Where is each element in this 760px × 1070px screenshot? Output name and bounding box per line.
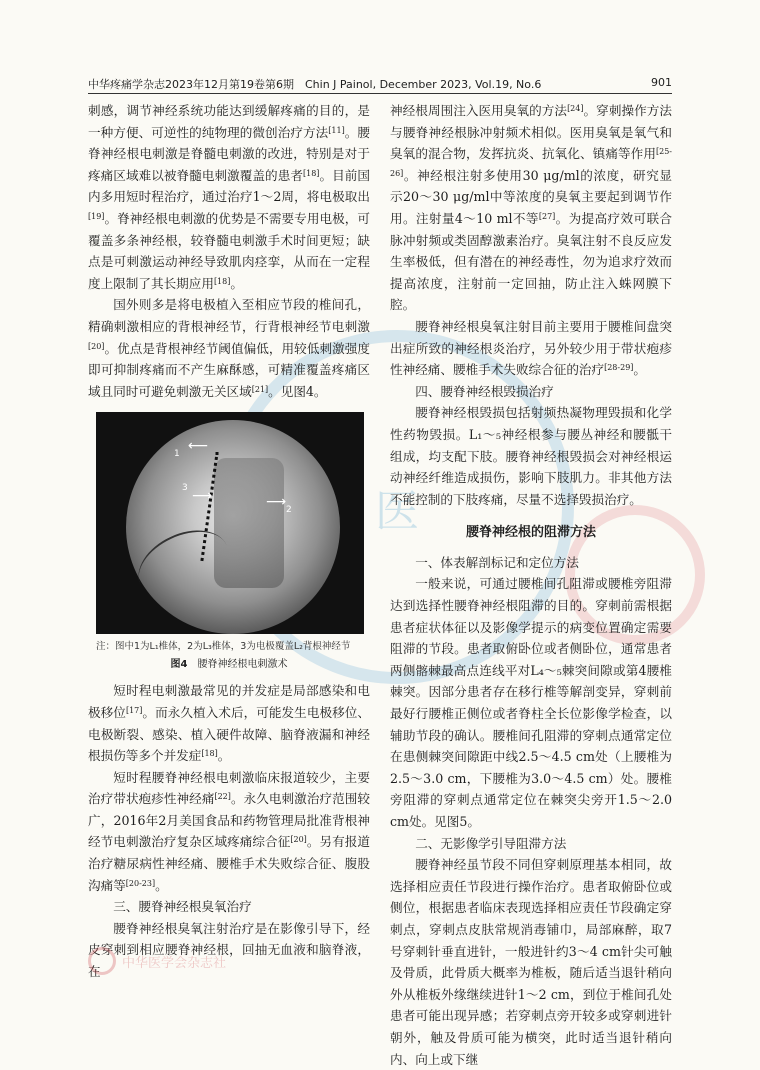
arrow-icon: ⟵ [188,438,209,455]
left-column [88,100,370,983]
paragraph: 刺感，调节神经系统功能达到缓解疼痛的目的，是一种方便、可逆性的纯物理的微创治疗方法[11]。腰脊神经根电刺激是脊髓电刺激的改进，特别是对于疼痛区域难以被脊髓电刺激覆盖的患者[18]。目前国内多用短时程治疗，通过治疗1～2周，将电极取出[19]。脊神经根电刺激的优势是不需要专用电极，可覆盖多条神经根，较脊髓电刺激手术时间更短；缺点是可刺激运动神经导致肌肉痉挛，从而在一定程度上限制了其长期应用[18]。 [88,103,371,291]
fluoroscopy-image [96,412,364,634]
paragraph: 一般来说，可通过腰椎间孔阻滞或腰椎旁阻滞达到选择性腰脊神经根阻滞的目的。穿刺前需根据患者症状体征以及影像学提示的病变位置确定需要阻滞的节段。患者取俯卧位或者侧卧位，通常患者两侧髂棘最高点连线平对L₄～₅棘突间隙或第4腰椎棘突。因部分患者存在移行椎等解剖变异，穿刺前最好行腰椎正侧位或者脊柱全长位影像学检查，以辅助节段的确认。腰椎间孔阻滞的穿刺点通常定位在患侧棘突间隙距中线2.5～4.5 cm处（上腰椎为2.5～3.0 cm，下腰椎为3.0～4.5 cm）处。腰椎旁阻滞的穿刺点通常定位在棘突尖旁开1.5～2.0 cm处。见图5。 [390,576,672,829]
page-number: 901 [651,76,672,89]
paragraph: 腰脊神经根毁损包括射频热凝物理毁损和化学性药物毁损。L₁～₅神经根参与腰丛神经和腰骶干组成，均支配下肢。腰脊神经根毁损会对神经根运动神经纤维造成损伤，影响下肢肌力。非其他方法不能控制的下肢疼痛，尽量不选择毁损治疗。 [390,405,672,507]
subsection-heading: 一、体表解剖标记和定位方法 [415,554,579,570]
journal-citation: 中华疼痛学杂志2023年12月第19卷第6期 Chin J Painol, December 2023, Vol.19, No.6 [88,78,542,91]
section-title: 腰脊神经根的阻滞方法 [465,525,596,541]
header-rule [88,93,672,94]
paragraph: 国外则多是将电极植入至相应节段的椎间孔，精确刺激相应的背根神经节，行背根神经节电刺激[20]。优点是背根神经节阈值偏低，用较低刺激强度即可抑制疼痛而不产生麻酥感，可精准覆盖疼痛区域且同时可避免刺激无关区域[21]。见图4。 [88,297,370,399]
paragraph: 短时程电刺激最常见的并发症是局部感染和电极移位[17]。而永久植入术后，可能发生电极移位、电极断裂、感染、植入硬件故障、脑脊液漏和神经根损伤等多个并发症[18]。 [88,683,371,764]
paragraph: 短时程腰脊神经根电刺激临床报道较少，主要治疗带状疱疹性神经痛[22]。永久电刺激治疗范围较广，2016年2月美国食品和药物管理局批准背根神经节电刺激治疗复杂区域疼痛综合征[20]。另有报道治疗糖尿病性神经痛、腰椎手术失败综合征、腹股沟痛等[20-23]。 [88,769,371,893]
subsection-heading: 四、腰脊神经根毁损治疗 [415,383,554,399]
paragraph: 腰脊神经虽节段不同但穿刺原理基本相同，故选择相应责任节段进行操作治疗。患者取俯卧位或侧位，根据患者临床表现选择相应责任节段确定穿刺点，穿刺点皮肤常规消毒铺巾，局部麻醉，取7号穿刺针垂直进针，一般进针约3～4 cm针尖可触及骨质，此骨质大概率为椎板，随后适当退针稍向外从椎板外缘继续进针1～2 cm，到位于椎间孔处患者可能出现异感；若穿刺点旁开较多或穿刺进针朝外，触及骨质可能为横突，此时适当退针稍向内、向上或下继 [390,857,672,1067]
subsection-heading: 三、腰脊神经根臭氧治疗 [113,899,252,915]
figure-caption: 图4 腰脊神经根电刺激术 [170,659,288,671]
publisher-logo: 中华医学会杂志社 [88,948,318,974]
journal-watermark: 医 [220,330,574,684]
label-1: 1 [174,449,180,460]
paragraph: 腰脊神经根臭氧注射治疗是在影像引导下，经皮穿刺到相应腰脊神经根，回抽无血液和脑脊液，在 [88,920,370,980]
arrow-icon: ⟶ [266,494,287,511]
arrow-icon: ⟶ [192,488,213,505]
label-2: 2 [286,505,292,516]
paragraph: 神经根周围注入医用臭氧的方法[24]。穿刺操作方法与腰脊神经根脉冲射频术相似。医用臭氧是氧气和臭氧的混合物，发挥抗炎、抗氧化、镇痛等作用[25-26]。神经根注射多使用30 μg/ml的浓度，研究显示20～30 μg/ml中等浓度的臭氧主要起到调节作用。注射量4～10 ml不等[27]。为提高疗效可联合脉冲射频或类固醇激素治疗。臭氧注射不良反应发生率极低，但有潜在的神经毒性，勿为追求疗效而提高浓度，注射前一定回抽，防止注入蛛网膜下腔。 [390,103,673,313]
running-header [88,76,672,92]
right-column [390,100,672,1070]
paragraph: 腰脊神经根臭氧注射目前主要用于腰椎间盘突出症所致的神经根炎治疗，另外较少用于带状疱疹性神经痛、腰椎手术失败综合征的治疗[28-29]。 [390,318,672,378]
label-3: 3 [182,483,188,494]
subsection-heading: 二、无影像学引导阻滞方法 [415,835,567,851]
figure-note: 注：图中1为L₁椎体，2为L₃椎体，3为电极覆盖L₂背根神经节 [96,641,351,653]
